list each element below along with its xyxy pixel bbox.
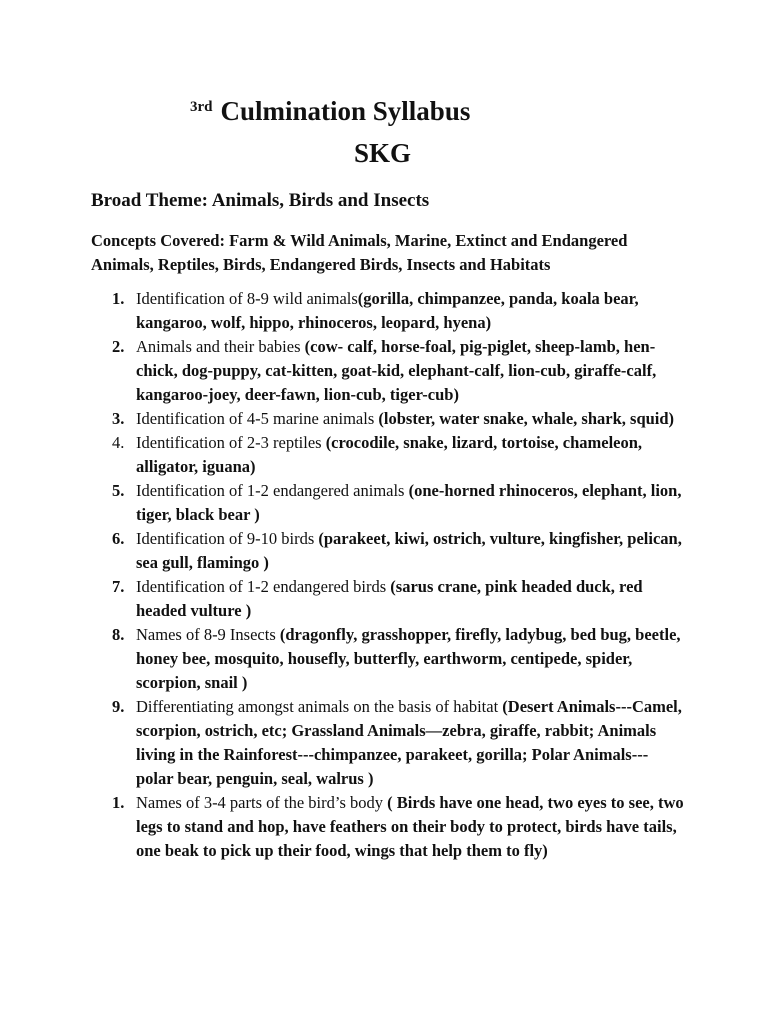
list-item-number: 2. <box>112 337 125 356</box>
list-item-number: 8. <box>112 625 125 644</box>
list-item-examples: (parakeet, kiwi, ostrich, vulture, kingfisher, pelican, sea gull, flamingo ) <box>136 529 682 572</box>
list-item-number: 1. <box>112 793 125 812</box>
list-item <box>0 623 684 695</box>
list-item-description: Identification of 4-5 marine animals <box>136 409 379 428</box>
title-text: Culmination Syllabus <box>220 96 471 126</box>
list-item-examples: (Desert Animals---Camel, scorpion, ostrich, etc; Grassland Animals—zebra, giraffe, rabbit; Animals living in the Rainforest---chimpanzee, parakeet, gorilla; Polar Animals---polar bear, penguin, seal, walrus ) <box>136 697 682 788</box>
list-item-description: Identification of 1-2 endangered birds <box>136 577 391 596</box>
list-item-examples: (gorilla, chimpanzee, panda, koala bear, kangaroo, wolf, hippo, rhinoceros, leopard, hyena) <box>136 289 639 332</box>
list-item-number: 9. <box>112 697 125 716</box>
list-item-description: Identification of 1-2 endangered animals <box>136 481 409 500</box>
list-item-examples: (lobster, water snake, whale, shark, squid) <box>378 409 675 428</box>
list-item-number: 3. <box>112 409 125 428</box>
list-item-number: 5. <box>112 481 125 500</box>
list-item-description: Names of 3-4 parts of the bird’s body <box>136 793 388 812</box>
document-subtitle: SKG <box>354 138 412 168</box>
list-item <box>0 791 684 863</box>
list-item-examples: (cow- calf, horse-foal, pig-piglet, sheep-lamb, hen-chick, dog-puppy, cat-kitten, goat-kid, elephant-calf, lion-cub, giraffe-calf, kangaroo-joey, deer-fawn, lion-cub, tiger-cub) <box>136 337 657 404</box>
list-item-examples: (crocodile, snake, lizard, tortoise, chameleon, alligator, iguana) <box>136 433 643 476</box>
list-item-description: Identification of 9-10 birds <box>136 529 319 548</box>
broad-theme-heading: Broad Theme: Animals, Birds and Insects <box>91 190 430 211</box>
list-item-description: Identification of 2-3 reptiles <box>136 433 326 452</box>
list-item-examples: (sarus crane, pink headed duck, red headed vulture ) <box>136 577 643 620</box>
list-item <box>0 407 684 431</box>
list-item <box>0 335 684 407</box>
syllabus-list <box>0 287 768 863</box>
list-item-description: Names of 8-9 Insects <box>136 625 280 644</box>
title-superscript: 3rd <box>190 99 213 115</box>
list-item-number: 4. <box>112 433 125 452</box>
list-item-examples: ( Birds have one head, two eyes to see, two legs to stand and hop, have feathers on their body to protect, birds have tails, one beak to pick up their food, wings that help them to fly) <box>136 793 684 860</box>
list-item <box>0 527 684 575</box>
list-item-number: 7. <box>112 577 125 596</box>
concepts-covered-text: Concepts Covered: Farm & Wild Animals, Marine, Extinct and Endangered Animals, Reptiles, Birds, Endangered Birds, Insects and Habitats <box>91 231 628 274</box>
list-item <box>0 695 684 791</box>
list-item <box>0 431 684 479</box>
list-item-examples: (dragonfly, grasshopper, firefly, ladybug, bed bug, beetle, honey bee, mosquito, housefly, butterfly, earthworm, centipede, spider, scorpion, snail ) <box>136 625 681 692</box>
list-item-number: 6. <box>112 529 125 548</box>
list-item-number: 1. <box>112 289 125 308</box>
list-item-examples: (one-horned rhinoceros, elephant, lion, tiger, black bear ) <box>136 481 682 524</box>
list-item <box>0 479 684 527</box>
list-item-description: Differentiating amongst animals on the basis of habitat <box>136 697 503 716</box>
list-item <box>0 287 684 335</box>
list-item <box>0 575 684 623</box>
document-title <box>190 95 470 127</box>
list-item-description: Animals and their babies <box>136 337 305 356</box>
list-item-description: Identification of 8-9 wild animals <box>136 289 358 308</box>
